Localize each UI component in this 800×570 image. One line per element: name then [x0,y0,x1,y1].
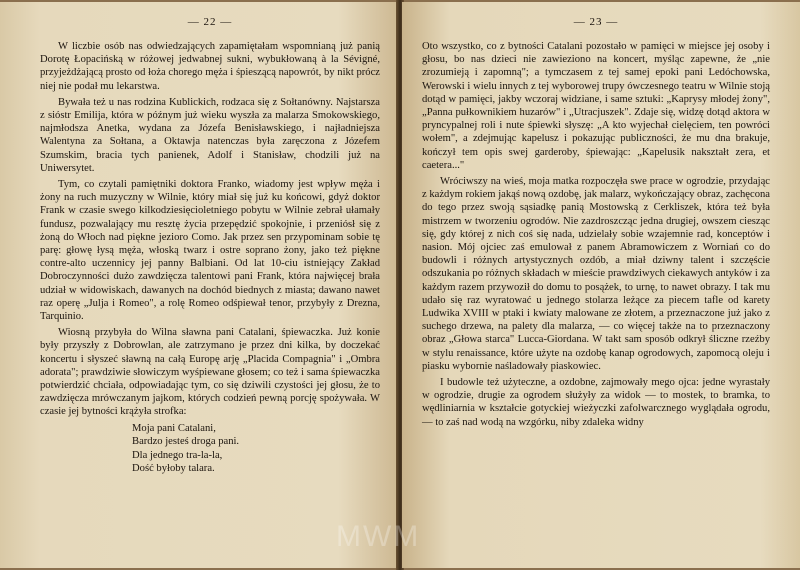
left-page-text [40,40,380,419]
paragraph: Bywała też u nas rodzina Kublickich, rodzaca się z Sołtanówny. Najstarsza z sióstr Emilija, która w późnym już wieku wyszła za malarza Smokowskiego, najmłodsza Anetka, wydana za Józefa Benisławskiego, i najładniejsza Walentyna za Sołtana, a Oktawja natenczas była zaręczona z Józefem Szumskim, bracia tych panienek, Adolf i Stanisław, chodzili już na Uniwersytet. [40,96,380,174]
page-number-right: — 23 — [573,16,619,28]
verse-line: Bardzo jesteś droga pani. [132,436,240,448]
paragraph: Wróciwszy na wieś, moja matka rozpoczęła swe prace w ogrodzie, przydając z każdym rokiem jakąś nową ozdobę, jak malarz, wykończający obraz, zachęcona do tego przez swoją sąsiadkę panią Mostowską z Cerkliszek, która też była mistrzem w tworzeniu ogrodów. Nie zazdroszcząc jedna drugiej, owszem ciesząc się, gdy której z nich coś się nada, udzielały sobie wzajemnie rad, konceptów i nasion. Mój ojciec zaś emulował z panem Abramowiczem z Worniań co do budowli i różnych artystycznych ozdób, a miał dziwny talent i szczęście odszukania po różnych składach w mieście prawdziwych ciekawych antyków i za każdym razem przywoził do domu to posążek, to urnę, to nawet obrazy. I tak mu udało się raz wyratować u jednego stolarza leżące za piecem tafle od karety Ludwika XVIII w ptaki i kwiaty malowane ze złotem, a przeznaczone już jako z suchego drzewa, na palety dla malarza, — co więcej także na to przeznaczony obraz „Głowa starca" Lucca-Giordana. W takt sam sposób odkrył śliczne rzeźby w stylu renaissance, które użyte na ozdobę kanap ogrodowych, zapomocą oleju i piasku wybornie naśladowały piaskowiec. [422,176,770,372]
paragraph: Wiosną przybyła do Wilna sławna pani Catalani, śpiewaczka. Już konie były przyszły z Dobrowlan, ale zatrzymano je przez dni kilka, by doczekać koncertu i słyszeć sławną na całą Europę arję „Placida Compagnia" i „Ombra adorata"; prawdziwie słowiczym wyśpiewane głosem; co też i sama śpiewaczka potwierdzić chciała, odpowiadając tym, co się dziwili czystości jej głosu, że to zawdzięcza mrówczanym jajkom, których codzień pewną porcję spożywała. W czasie jej bytności krążyła strofka: [40,327,380,418]
verse-line: Moja pani Catalani, [132,422,216,434]
paragraph: Oto wszystko, co z bytności Catalani pozostało w pamięci w miejsce jej osoby i głosu, bo nas dzieci nie zawieziono na koncert, myśląc zapewne, że „nie zrozumieją i zapomną"; a tymczasem z tej samej epoki pani Ledóchowska, Werowski i wielu innych z tej wyborowej trupy ówczesnego teatru w Wilnie stoją dotąd w pamięci, jakby wczoraj widziane, i same sztuki: „Kaprysy młodej żony", „Panna pułkownikiem huzarów" i „Utracjuszek". Zdaje się, widzę dotąd aktora w pryncypalnej roli i nute śpiewki słyszę: „A kto wyjechał cielęciem, ten powróci wołem", a zdejmując kapelusz i pokazując publiczności, że mu dna brakuje, kończył tem opis swej garderoby, śpiewając: „Kapelusik nakształt zera, et caetera..." [422,41,770,171]
verse-line: Dość byłoby talara. [132,462,215,474]
verse-line: Dla jednego tra-la-la, [132,449,223,461]
left-page [0,2,398,568]
right-page-text [422,40,770,429]
right-page [402,2,800,568]
page-number-left: — 22 — [187,16,233,28]
paragraph: Tym, co czytali pamiętniki doktora Franko, wiadomy jest wpływ męża i żony na ruch muzyczny w Wilnie, który miał się już ku końcowi, gdyż doktor Frank w czasie swego kilkodziesięcioletniego pobytu w Wilnie zebrał ułamały fundusz, pozwalający mu resztę życia przepędzić spokojnie, i przeniósł się z żoną do Włoch nad piękne jezioro Como. Jak przez sen przypominam sobie tę parę: głowę łysą męża, włoską twarz i ostre soprano żony, jako też piękne contre-alto uczennicy jej panny Balbiani. Od lat 10-ciu istniejący Zakład Dobroczynności dużo zawdzięcza talentowi pani Frank, która najwięcej brała udział w widowiskach, dawanych na dochód biednych z miasta; dawano nawet raz operę „Julja i Romeo", a rolę Romeo odśpiewał tenor, przybyły z Drezna, Tarquinio. [40,179,380,323]
verse-stanza [132,422,380,476]
paragraph: W liczbie osób nas odwiedzających zapamiętałam wspomnianą już panią Dorotę Łopacińską w różowej jedwabnej sukni, wybukłowaną à la Sévigné, przyjeżdżającą prosto od łoża chorego męża i śpieszącą napowrót, by nikt prócz niej nie podał mu lekarstwa. [40,41,380,92]
paragraph: I budowle też użyteczne, a ozdobne, zajmowały mego ojca: jedne wyrastały w ogrodzie, drugie za ogrodem służyły za widok — to mostek, to bramka, to wędliniarnia w kształcie gotyckiej wieżyczki zafolwarcznego wyglądała ogrodu, — to zaś nad wodą na wzgórku, niby zdaleka widny [422,377,770,428]
watermark-logo: MWM [336,520,421,553]
